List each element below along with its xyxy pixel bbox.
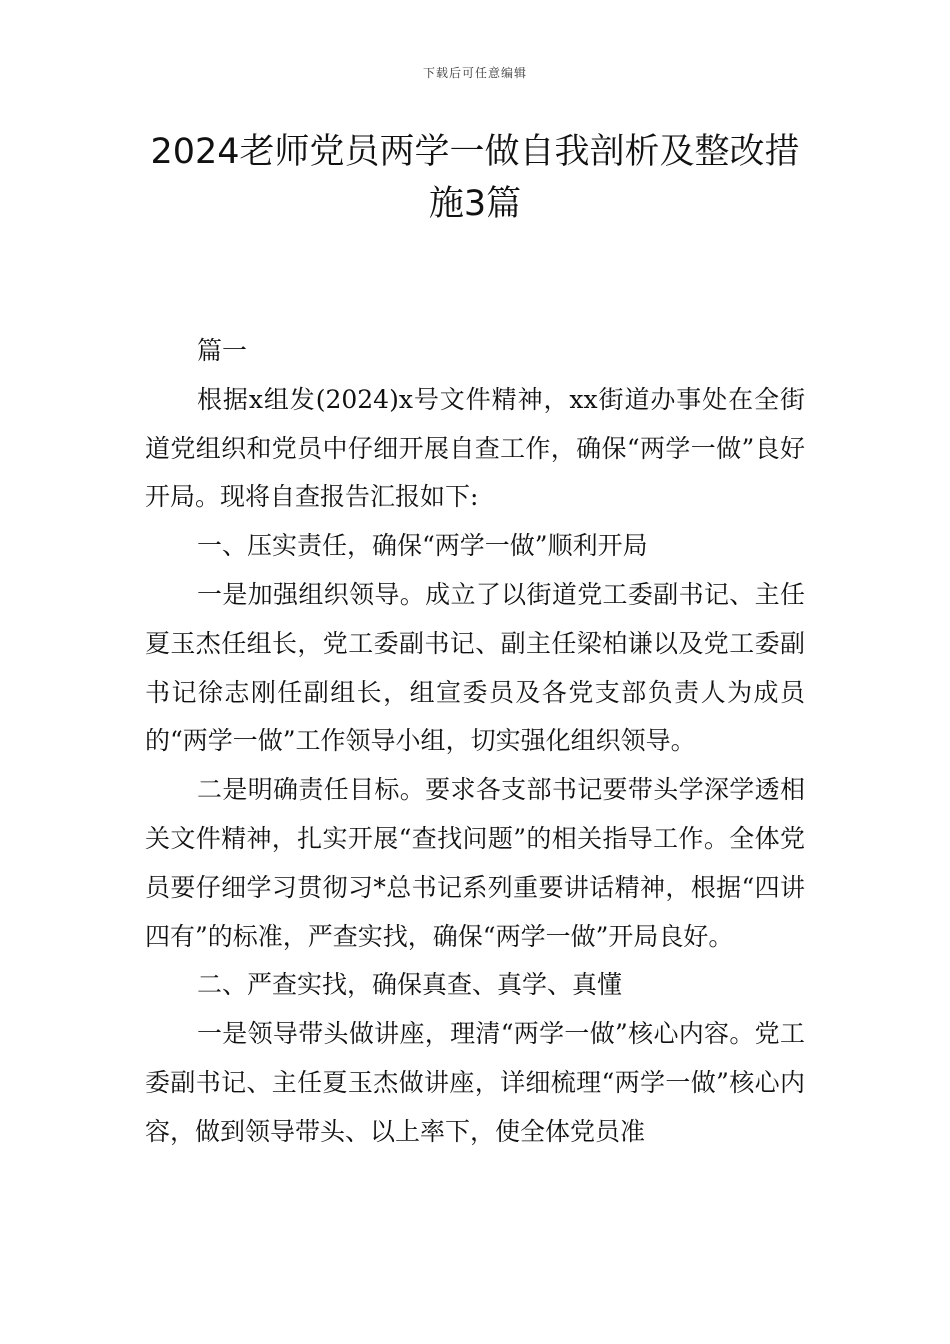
document-body (145, 327, 805, 1157)
body-paragraph: 一是加强组织领导。成立了以街道党工委副书记、主任夏玉杰任组长，党工委副书记、副主任梁柏谦以及党工委副书记徐志刚任副组长，组宣委员及各党支部负责人为成员的“两学一做”工作领导小组，切实强化组织领导。 (145, 579, 805, 756)
title-line-2: 施3篇 (428, 184, 522, 224)
header-note: 下载后可任意编辑 (422, 66, 527, 80)
section-heading: 二、严查实找，确保真查、真学、真懂 (197, 970, 623, 1000)
body-paragraph: 二是明确责任目标。要求各支部书记要带头学深学透相关文件精神，扎实开展“查找问题”的相关指导工作。全体党员要仔细学习贯彻习*总书记系列重要讲话精神，根据“四讲四有”的标准，严查实找，确保“两学一做”开局良好。 (145, 775, 805, 951)
section-label: 篇一 (197, 336, 248, 365)
body-paragraph: 根据x组发(2024)x号文件精神，xx街道办事处在全街道党组织和党员中仔细开展自查工作，确保“两学一做”良好开局。现将自查报告汇报如下: (145, 384, 805, 512)
body-paragraph: 一是领导带头做讲座，理清“两学一做”核心内容。党工委副书记、主任夏玉杰做讲座，详细梳理“两学一做”核心内容，做到领导带头、以上率下，使全体党员准 (145, 1019, 805, 1146)
section-heading: 一、压实责任，确保“两学一做”顺利开局 (197, 531, 648, 561)
title-line-1: 2024老师党员两学一做自我剖析及整改措 (150, 132, 800, 172)
document-title (100, 126, 850, 230)
